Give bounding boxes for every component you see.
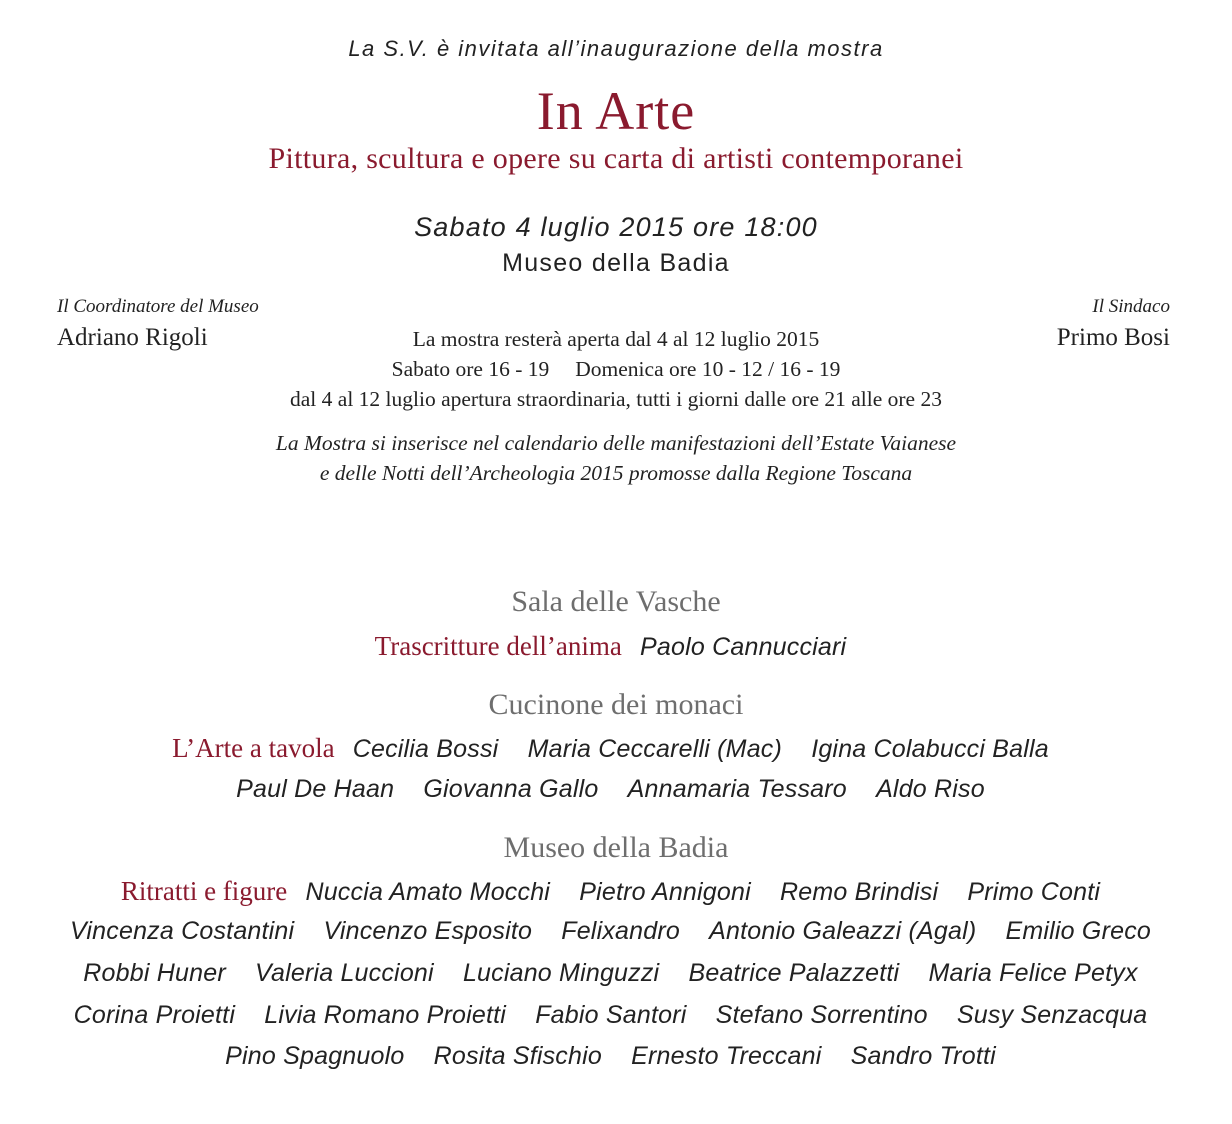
artist-name: Maria Ceccarelli (Mac) [527,735,783,763]
artist-name: Emilio Greco [1005,917,1152,945]
artist-name: Robbi Huner [83,959,226,987]
schedule-hours [0,357,1232,382]
section-line [0,775,1232,804]
artist-name: Rosita Sfischio [433,1042,602,1070]
venue-name: Museo della Badia [502,249,730,277]
schedule-dates: La mostra resterà aperta dal 4 al 12 luglio 2015 [412,327,820,351]
artist-name: Giovanna Gallo [423,775,599,803]
artist-name: Pino Spagnuolo [225,1042,405,1070]
artist-name: Corina Proietti [73,1001,236,1029]
section-line [0,876,1232,907]
artist-name: Remo Brindisi [780,878,939,906]
exhibition-title: In Arte [536,81,696,141]
artist-name: Maria Felice Petyx [928,959,1138,987]
artist-name: Vincenza Costantini [69,917,295,945]
schedule-extra: dal 4 al 12 luglio apertura straordinaria, tutti i giorni dalle ore 21 alle ore 23 [290,387,942,411]
artist-name: Igina Colabucci Balla [811,735,1049,763]
artist-name: Ernesto Treccani [631,1042,822,1070]
artist-name: Nuccia Amato Mocchi [305,878,551,906]
section-theme: Trascritture dell’anima [374,631,622,661]
calendar-note-line2: e delle Notti dell’Archeologia 2015 promosse dalla Regione Toscana [319,461,913,485]
section-line [0,733,1232,764]
artist-name: Fabio Santori [535,1001,687,1029]
mayor-name: Primo Bosi [1056,324,1170,351]
artist-name: Luciano Minguzzi [462,959,660,987]
section-heading-cucinone: Cucinone dei monaci [488,688,744,721]
artist-name: Paolo Cannucciari [640,633,847,661]
opening-date: Sabato 4 luglio 2015 ore 18:00 [414,212,818,242]
artist-name: Pietro Annigoni [579,878,751,906]
calendar-note-line1: La Mostra si inserisce nel calendario delle manifestazioni dell’Estate Vaianese [275,431,957,455]
invitation-text: La S.V. è invitata all’inaugurazione della mostra [348,36,884,61]
section-line [0,917,1232,946]
section-line [0,959,1232,988]
section-heading-sala-delle-vasche: Sala delle Vasche [511,585,721,618]
artist-name: Cecilia Bossi [352,735,499,763]
sunday-hours: Domenica ore 10 - 12 / 16 - 19 [575,357,841,381]
coordinator-role: Il Coordinatore del Museo [57,296,259,317]
coordinator-name: Adriano Rigoli [57,324,208,351]
section-line [0,1001,1232,1030]
exhibition-subtitle: Pittura, scultura e opere su carta di artisti contemporanei [268,142,964,175]
artist-name: Livia Romano Proietti [264,1001,507,1029]
artist-name: Paul De Haan [236,775,395,803]
artist-name: Susy Senzacqua [956,1001,1148,1029]
artist-name: Sandro Trotti [850,1042,996,1070]
artist-name: Beatrice Palazzetti [688,959,900,987]
artist-name: Annamaria Tessaro [627,775,847,803]
artist-name: Antonio Galeazzi (Agal) [709,917,977,945]
artist-name: Felixandro [561,917,680,945]
section-line [0,1042,1232,1071]
section-theme: Ritratti e figure [120,876,288,906]
artist-name: Vincenzo Esposito [323,917,533,945]
mayor-role: Il Sindaco [1092,296,1170,317]
section-heading-museo-della-badia: Museo della Badia [503,831,729,864]
artist-name: Aldo Riso [876,775,985,803]
saturday-hours: Sabato ore 16 - 19 [391,357,550,381]
section-theme: L’Arte a tavola [172,733,335,763]
artist-name: Valeria Luccioni [255,959,434,987]
artist-name: Stefano Sorrentino [715,1001,928,1029]
section-line [0,631,1232,662]
artist-name: Primo Conti [967,878,1101,906]
